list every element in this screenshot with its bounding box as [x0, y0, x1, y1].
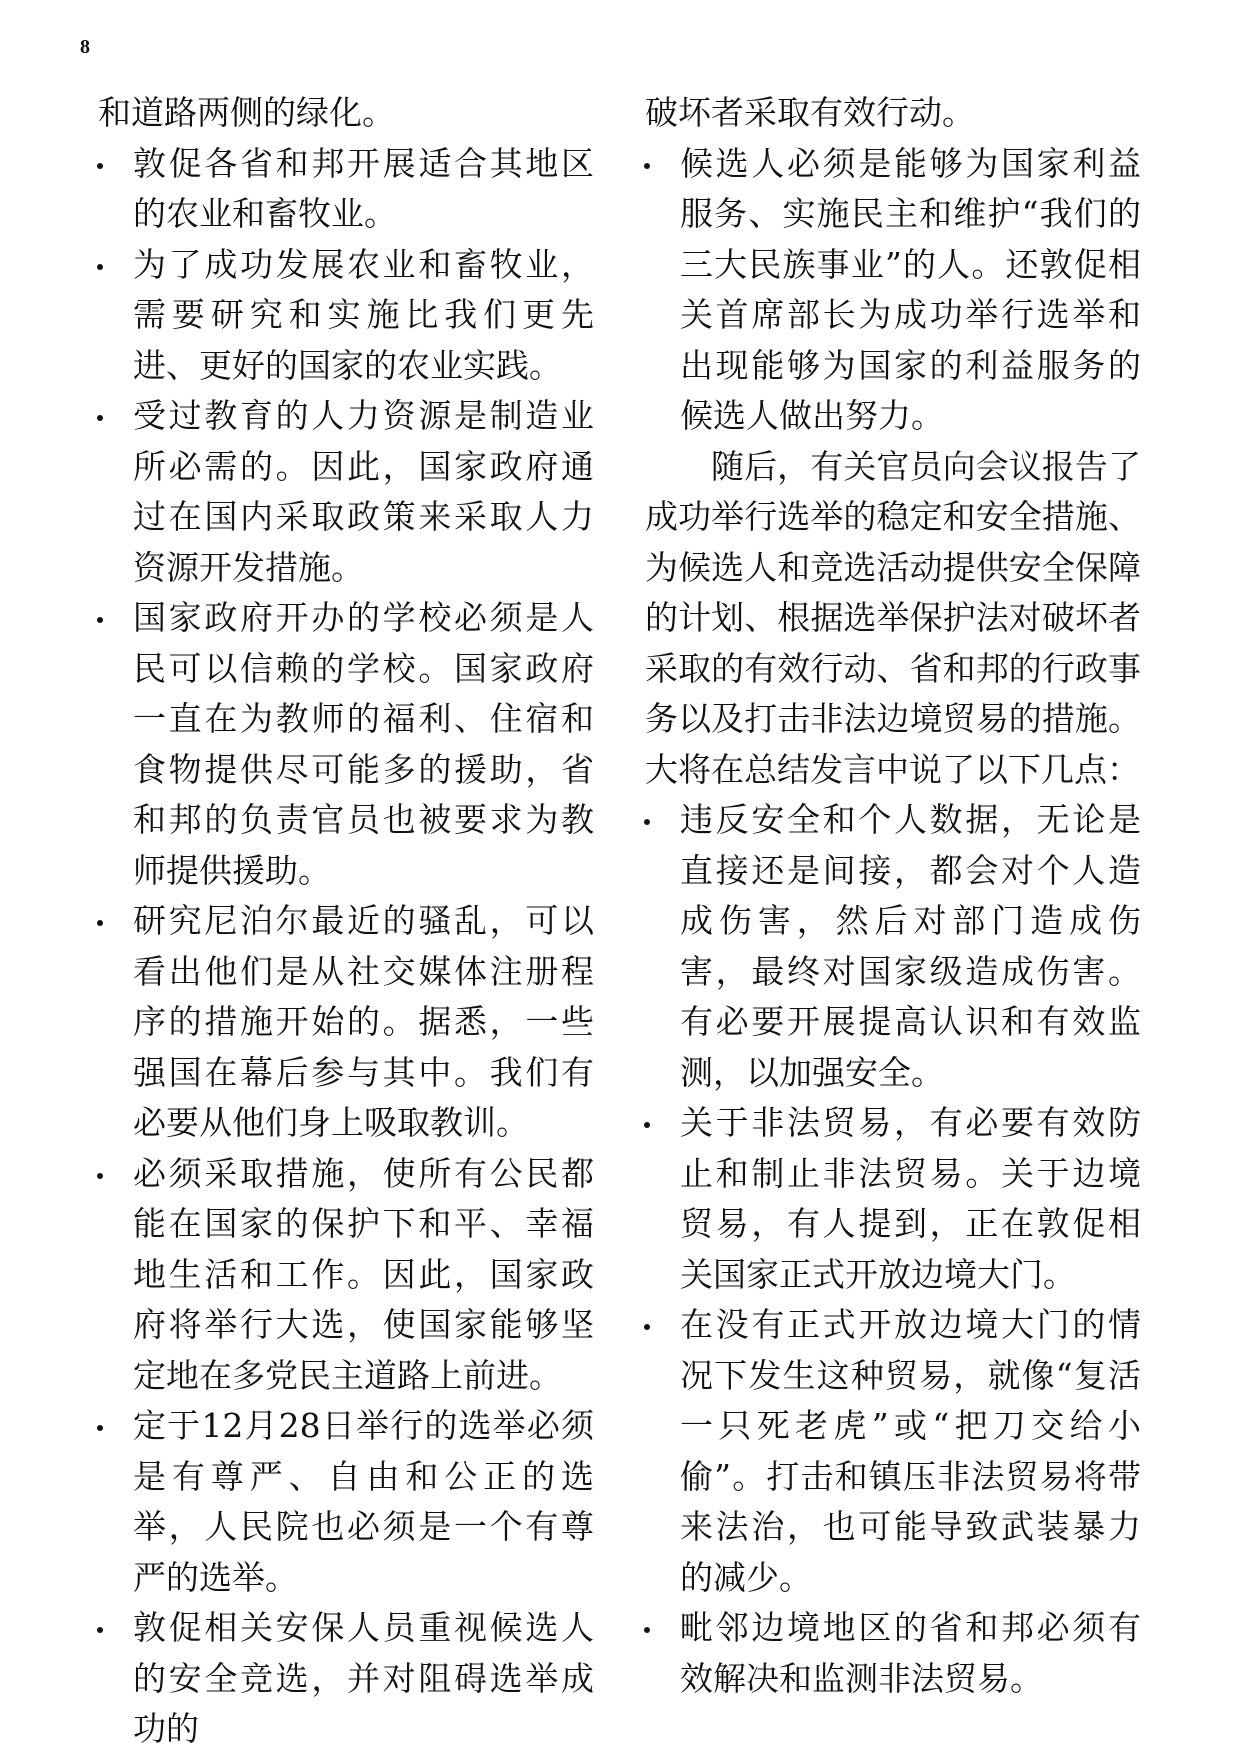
left-continuation-text: 和道路两侧的绿化。: [98, 93, 395, 132]
body-paragraph: 随后，有关官员向会议报告了成功举行选举的稳定和安全措施、为候选人和竞选活动提供安全保障的计划、根据选举保护法对破坏者采取的有效行动、省和邦的行政事务以及打击非法边境贸易的措施。大将在总结发言中说了以下几点：: [645, 446, 1141, 789]
bullet-item: 候选人必须是能够为国家利益服务、实施民主和维护“我们的三大民族事业”的人。还敦促相关首席部长为成功举行选举和出现能够为国家的利益服务的候选人做出努力。: [645, 139, 1141, 442]
bullet-item: 定于12月28日举行的选举必须是有尊严、自由和公正的选举，人民院也必须是一个有尊严的选举。: [98, 1401, 594, 1603]
bullet-item: 国家政府开办的学校必须是人民可以信赖的学校。国家政府一直在为教师的福利、住宿和食物提供尽可能多的援助，省和邦的负责官员也被要求为教师提供援助。: [98, 593, 594, 896]
bullet-item: 关于非法贸易，有必要有效防止和制止非法贸易。关于边境贸易，有人提到，正在敦促相关国家正式开放边境大门。: [645, 1098, 1141, 1300]
bullet-item: 必须采取措施，使所有公民都能在国家的保护下和平、幸福地生活和工作。因此，国家政府将举行大选，使国家能够坚定地在多党民主道路上前进。: [98, 1149, 594, 1402]
right-bullet-list-bottom: [645, 795, 1141, 1704]
bullet-item: 违反安全和个人数据，无论是直接还是间接，都会对个人造成伤害，然后对部门造成伤害，最终对国家级造成伤害。有必要开展提高认识和有效监测，以加强安全。: [645, 795, 1141, 1098]
bullet-item: 在没有正式开放边境大门的情况下发生这种贸易，就像“复活一只死老虎”或“把刀交给小偷”。打击和镇压非法贸易将带来法治，也可能导致武装暴力的减少。: [645, 1300, 1141, 1603]
right-bullet-list-top: [645, 139, 1141, 442]
bullet-item: 研究尼泊尔最近的骚乱，可以看出他们是从社交媒体注册程序的措施开始的。据悉，一些强国在幕后参与其中。我们有必要从他们身上吸取教训。: [98, 896, 594, 1149]
bullet-item: 为了成功发展农业和畜牧业，需要研究和实施比我们更先进、更好的国家的农业实践。: [98, 240, 594, 392]
right-continuation-text: 破坏者采取有效行动。: [645, 93, 975, 132]
bullet-item: 敦促各省和邦开展适合其地区的农业和畜牧业。: [98, 139, 594, 240]
right-column: [645, 88, 1141, 1704]
page-number: 8: [80, 36, 90, 58]
bullet-item: 敦促相关安保人员重视候选人的安全竞选，并对阻碍选举成功的: [98, 1603, 594, 1755]
left-bullet-list: [98, 139, 594, 1755]
left-column: [98, 88, 594, 1755]
bullet-item: 毗邻边境地区的省和邦必须有效解决和监测非法贸易。: [645, 1603, 1141, 1704]
bullet-item: 受过教育的人力资源是制造业所必需的。因此，国家政府通过在国内采取政策来采取人力资源开发措施。: [98, 391, 594, 593]
